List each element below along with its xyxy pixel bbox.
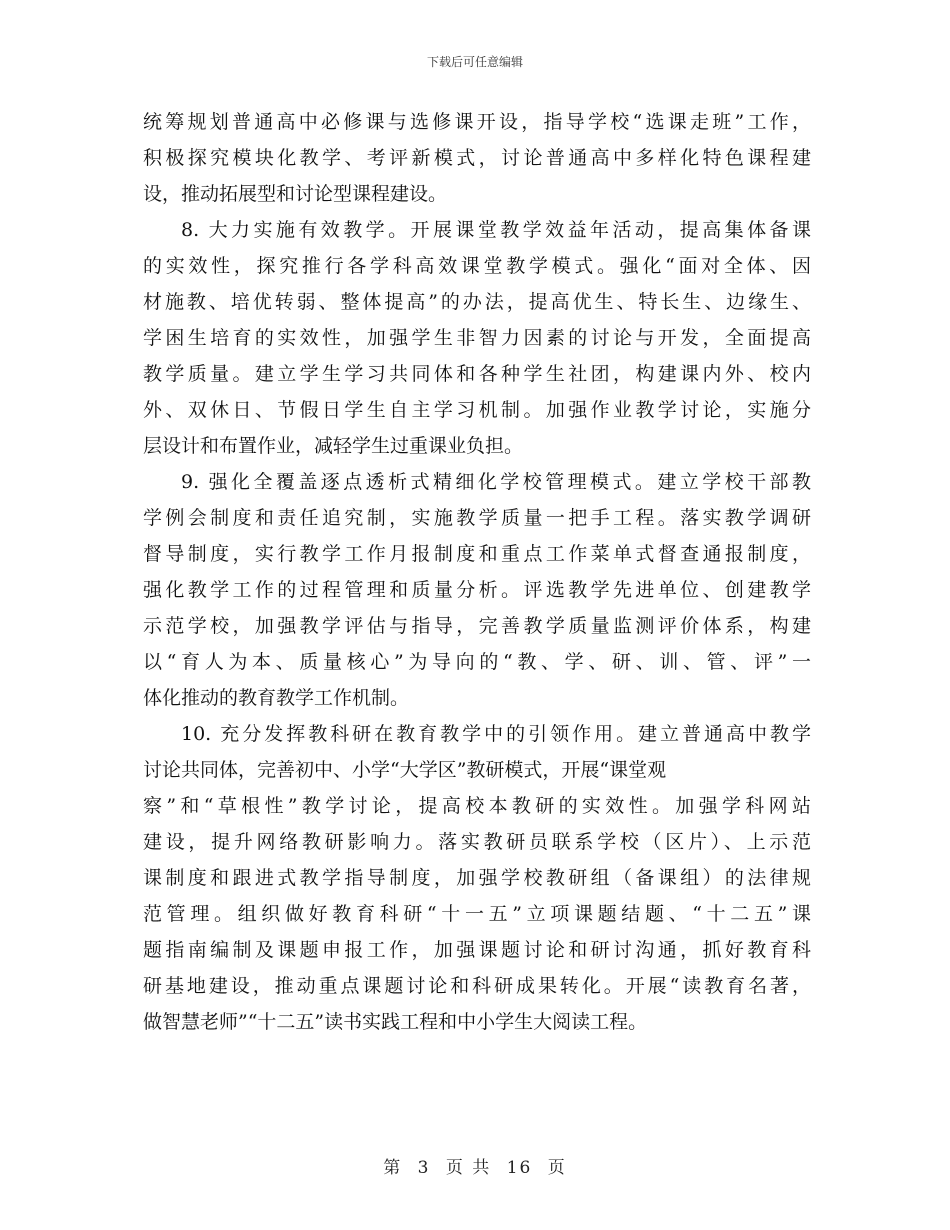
text-line: 10. 充分发挥教科研在教育教学中的引领作用。建立普通高中教学: [181, 723, 811, 745]
paragraph: [143, 716, 811, 1040]
total-page-count: 16: [506, 1158, 533, 1178]
text-line: 题指南编制及课题申报工作，加强课题讨论和研讨沟通，抓好教育科: [143, 939, 811, 961]
text-line: 8. 大力实施有效教学。开展课堂教学效益年活动，提高集体备课: [181, 219, 811, 241]
paragraph: [143, 464, 811, 716]
text-line: 设，推动拓展型和讨论型课程建设。: [143, 183, 448, 205]
paragraph: [143, 104, 811, 212]
text-line: 以“育人为本、质量核心”为导向的“教、学、研、训、管、评”一: [143, 651, 811, 673]
paragraph: [143, 212, 811, 464]
text-line: 研基地建设，推动重点课题讨论和科研成果转化。开展“读教育名著，: [143, 975, 811, 997]
text-line: 学困生培育的实效性，加强学生非智力因素的讨论与开发，全面提高: [143, 327, 811, 349]
body-text: [143, 104, 811, 1040]
text-line: 学例会制度和责任追究制，实施教学质量一把手工程。落实教学调研: [143, 507, 811, 529]
text-line: 讨论共同体，完善初中、小学“大学区”教研模式，开展“课堂观: [143, 759, 667, 781]
text-line: 示范学校，加强教学评估与指导，完善教学质量监测评价体系，构建: [143, 615, 811, 637]
footer-middle: 页 共: [445, 1158, 492, 1178]
text-line: 强化教学工作的过程管理和质量分析。评选教学先进单位、创建教学: [143, 579, 811, 601]
page-header: 下载后可任意编辑: [426, 55, 523, 69]
text-line: 做智慧老师”“十二五”读书实践工程和中小学生大阅读工程。: [143, 1011, 648, 1033]
text-line: 材施教、培优转弱、整体提高”的办法，提高优生、特长生、边缘生、: [143, 291, 811, 313]
footer-prefix: 第: [383, 1158, 403, 1178]
text-line: 察”和“草根性”教学讨论，提高校本教研的实效性。加强学科网站: [143, 795, 811, 817]
text-line: 统筹规划普通高中必修课与选修课开设，指导学校“选课走班”工作，: [143, 111, 811, 133]
text-line: 的实效性，探究推行各学科高效课堂教学模式。强化“面对全体、因: [143, 255, 811, 277]
footer-suffix: 页: [547, 1158, 567, 1178]
text-line: 体化推动的教育教学工作机制。: [143, 687, 410, 709]
text-line: 课制度和跟进式教学指导制度，加强学校教研组（备课组）的法律规: [143, 867, 811, 889]
text-line: 层设计和布置作业，减轻学生过重课业负担。: [143, 435, 524, 457]
text-line: 范管理。组织做好教育科研“十一五”立项课题结题、“十二五”课: [143, 903, 811, 925]
text-line: 外、双休日、节假日学生自主学习机制。加强作业教学讨论，实施分: [143, 399, 811, 421]
text-line: 积极探究模块化教学、考评新模式，讨论普通高中多样化特色课程建: [143, 147, 811, 169]
text-line: 教学质量。建立学生学习共同体和各种学生社团，构建课内外、校内: [143, 363, 811, 385]
text-line: 督导制度，实行教学工作月报制度和重点工作菜单式督查通报制度，: [143, 543, 811, 565]
text-line: 建设，提升网络教研影响力。落实教研员联系学校（区片）、上示范: [143, 831, 811, 853]
current-page-number: 3: [417, 1158, 431, 1178]
text-line: 9. 强化全覆盖逐点透析式精细化学校管理模式。建立学校干部教: [181, 471, 811, 493]
page-footer: [0, 1153, 950, 1178]
